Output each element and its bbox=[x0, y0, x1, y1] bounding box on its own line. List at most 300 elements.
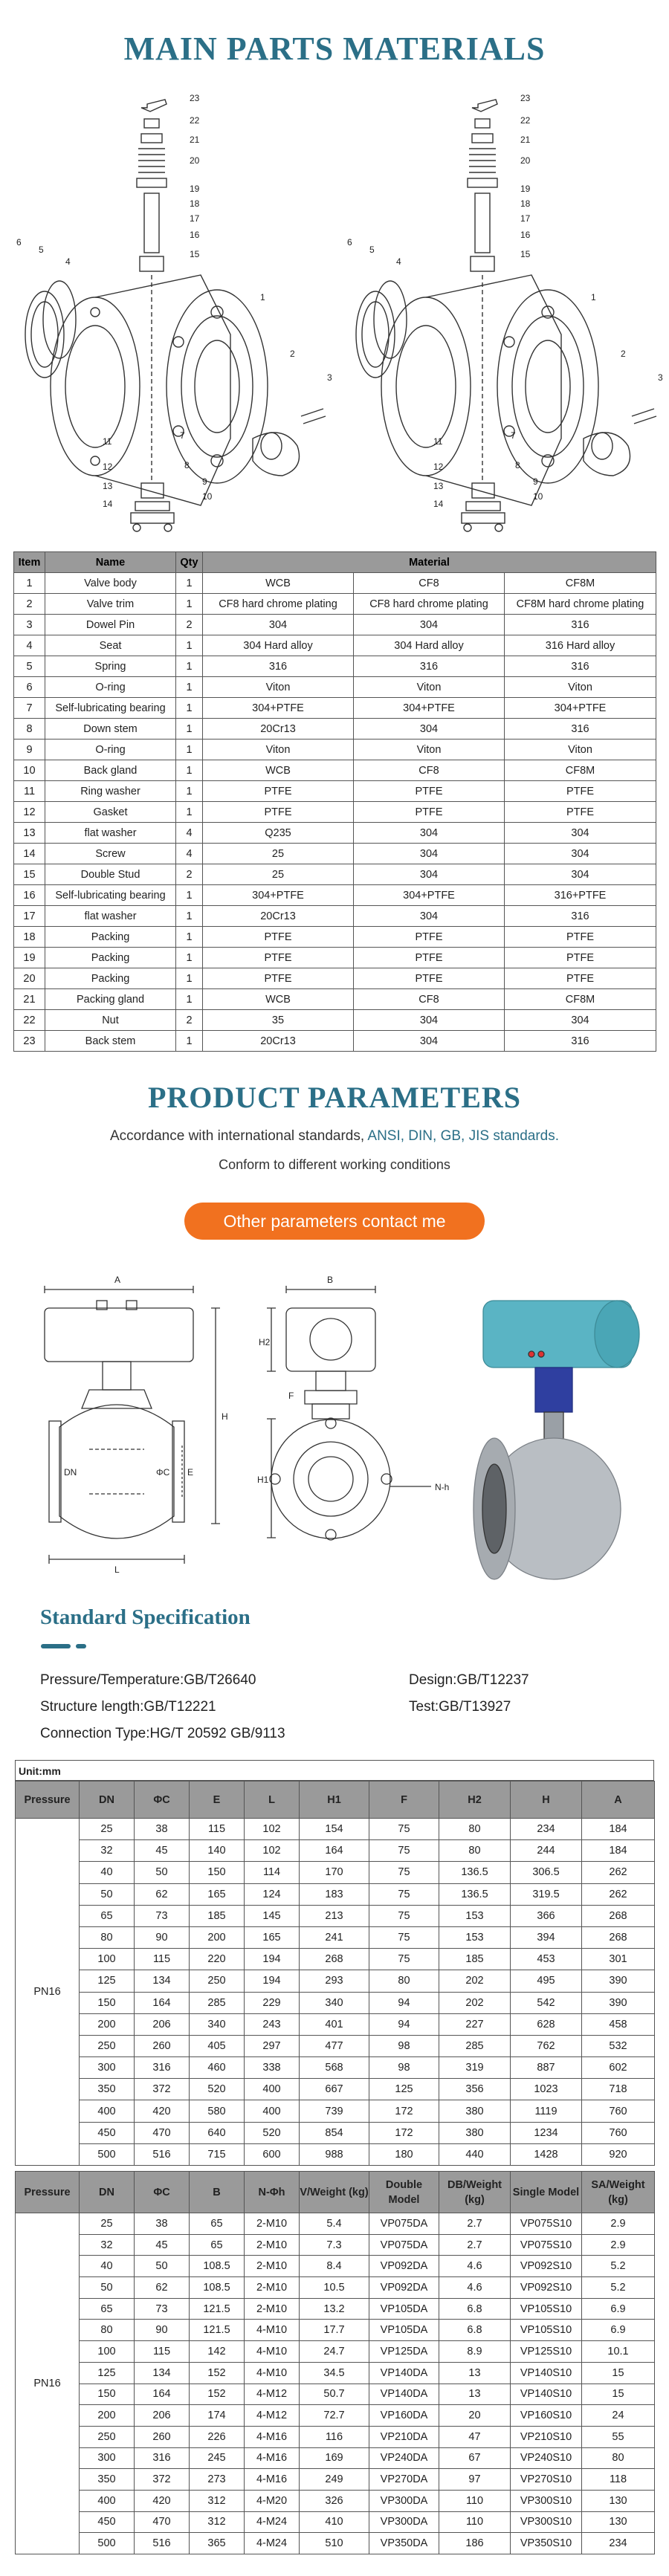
table-cell: WCB bbox=[203, 760, 354, 781]
table-cell: VP300S10 bbox=[511, 2511, 582, 2533]
table-cell: 174 bbox=[190, 2405, 245, 2427]
table-row bbox=[16, 1862, 655, 1883]
table-cell: 5.2 bbox=[582, 2256, 655, 2277]
standards-line bbox=[0, 1128, 669, 1145]
table-cell: 200 bbox=[190, 1926, 245, 1948]
table-cell: 241 bbox=[300, 1926, 369, 1948]
table-cell: 17 bbox=[14, 906, 45, 927]
table-cell: 75 bbox=[369, 1862, 439, 1883]
table-cell: 245 bbox=[190, 2447, 245, 2469]
table-cell: 234 bbox=[582, 2533, 655, 2554]
table-cell: 50 bbox=[135, 1862, 190, 1883]
table-cell: Gasket bbox=[45, 802, 176, 823]
table-cell: 9 bbox=[14, 740, 45, 760]
spec-design: Design:GB/T12237 bbox=[409, 1672, 529, 1688]
table-cell: 226 bbox=[190, 2426, 245, 2447]
table-cell: 316 bbox=[203, 656, 354, 677]
standards-highlight: ANSI, DIN, GB, JIS standards. bbox=[367, 1128, 560, 1144]
table-cell: 116 bbox=[300, 2426, 369, 2447]
table-cell: VP300DA bbox=[369, 2490, 439, 2511]
callout-6: 6 bbox=[16, 237, 22, 247]
table-cell: VP160DA bbox=[369, 2405, 439, 2427]
table-row bbox=[16, 2057, 655, 2079]
table-cell: 170 bbox=[300, 1862, 369, 1883]
table-row bbox=[14, 594, 656, 615]
table-cell: 145 bbox=[245, 1905, 300, 1926]
table-row bbox=[16, 2341, 655, 2363]
table-cell: 4 bbox=[176, 823, 203, 844]
table-cell: 108.5 bbox=[190, 2256, 245, 2277]
title-underline-dot bbox=[76, 1644, 86, 1648]
dim-label-oc: ΦC bbox=[156, 1467, 170, 1478]
table-row bbox=[16, 2426, 655, 2447]
table-cell: Viton bbox=[354, 740, 505, 760]
table-cell: VP300DA bbox=[369, 2511, 439, 2533]
table-cell: 401 bbox=[300, 2013, 369, 2035]
table-row bbox=[16, 1840, 655, 1862]
table-cell: 250 bbox=[190, 1970, 245, 1992]
table-cell: Packing bbox=[45, 927, 176, 948]
table-cell: 450 bbox=[80, 2511, 135, 2533]
table-cell: 164 bbox=[135, 1992, 190, 2013]
callout-15: 15 bbox=[190, 249, 200, 259]
table-cell: PTFE bbox=[203, 948, 354, 968]
table-cell: 75 bbox=[369, 1840, 439, 1862]
header-cell: DN bbox=[80, 1781, 135, 1819]
table-cell: PTFE bbox=[354, 802, 505, 823]
table-cell: 2.7 bbox=[439, 2213, 511, 2235]
table-cell: Double Stud bbox=[45, 864, 176, 885]
table-cell: WCB bbox=[203, 573, 354, 594]
callout-20: 20 bbox=[520, 155, 531, 166]
table-cell: 477 bbox=[300, 2035, 369, 2056]
callout-23: 23 bbox=[190, 93, 200, 103]
table-cell: 316 bbox=[505, 615, 656, 635]
table-cell: 20Cr13 bbox=[203, 906, 354, 927]
actuator-table bbox=[15, 2171, 655, 2554]
table-cell: 1 bbox=[176, 906, 203, 927]
table-cell: 390 bbox=[582, 1992, 655, 2013]
callout-3: 3 bbox=[327, 372, 332, 383]
standards-prefix: Accordance with international standards, bbox=[109, 1128, 368, 1144]
table-cell: PTFE bbox=[505, 968, 656, 989]
callout-22: 22 bbox=[520, 115, 531, 126]
table-cell: 98 bbox=[369, 2035, 439, 2056]
table-cell: 285 bbox=[190, 1992, 245, 2013]
product-parameters-title: PRODUCT PARAMETERS bbox=[147, 1081, 522, 1114]
table-cell: 602 bbox=[582, 2057, 655, 2079]
table-cell: VP075S10 bbox=[511, 2234, 582, 2256]
table-cell: CF8 bbox=[354, 760, 505, 781]
table-cell: 7.3 bbox=[300, 2234, 369, 2256]
table-cell: 194 bbox=[245, 1949, 300, 1970]
table-row bbox=[14, 719, 656, 740]
table-cell: 4-M12 bbox=[245, 2405, 300, 2427]
table-cell: 250 bbox=[80, 2426, 135, 2447]
callout-1: 1 bbox=[591, 292, 596, 302]
table-cell: 628 bbox=[511, 2013, 582, 2035]
callout-2: 2 bbox=[290, 349, 295, 359]
materials-table bbox=[13, 551, 656, 1052]
table-cell: 65 bbox=[80, 1905, 135, 1926]
table-cell: 5.2 bbox=[582, 2277, 655, 2299]
header-cell: H2 bbox=[439, 1781, 511, 1819]
table-cell: 10.1 bbox=[582, 2341, 655, 2363]
callout-19: 19 bbox=[520, 184, 531, 194]
dim-label-nh: N-h bbox=[435, 1482, 450, 1492]
callout-5: 5 bbox=[39, 245, 44, 255]
table-cell: 380 bbox=[439, 2122, 511, 2143]
table-cell: 400 bbox=[245, 2100, 300, 2122]
table-cell: CF8M bbox=[505, 760, 656, 781]
callout-18: 18 bbox=[190, 198, 200, 209]
table-cell: VP270S10 bbox=[511, 2469, 582, 2491]
table-cell: VP350DA bbox=[369, 2533, 439, 2554]
table-cell: PTFE bbox=[505, 927, 656, 948]
table-cell: 440 bbox=[439, 2143, 511, 2165]
table-cell: 6.9 bbox=[582, 2320, 655, 2341]
header-item: Item bbox=[14, 552, 45, 573]
table-cell: 169 bbox=[300, 2447, 369, 2469]
table-cell: 316 bbox=[135, 2447, 190, 2469]
callout-19: 19 bbox=[190, 184, 200, 194]
table-cell: 172 bbox=[369, 2122, 439, 2143]
table-cell: CF8 hard chrome plating bbox=[203, 594, 354, 615]
header-name: Name bbox=[45, 552, 176, 573]
table-cell: VP140DA bbox=[369, 2362, 439, 2384]
header-cell: DN bbox=[80, 2172, 135, 2213]
table-cell: 213 bbox=[300, 1905, 369, 1926]
table-cell: 304+PTFE bbox=[203, 885, 354, 906]
table-cell: 75 bbox=[369, 1926, 439, 1948]
table-cell: PTFE bbox=[354, 948, 505, 968]
table-cell: VP105S10 bbox=[511, 2298, 582, 2320]
table-cell: Viton bbox=[203, 740, 354, 760]
table-cell: 183 bbox=[300, 1883, 369, 1905]
table-cell: 453 bbox=[511, 1949, 582, 1970]
table-cell: 304 bbox=[505, 1010, 656, 1031]
table-cell: 115 bbox=[135, 1949, 190, 1970]
table-cell: 372 bbox=[135, 2079, 190, 2100]
table-cell: 22 bbox=[14, 1010, 45, 1031]
callout-9: 9 bbox=[533, 476, 538, 487]
table-cell: 1 bbox=[176, 802, 203, 823]
table-cell: 350 bbox=[80, 2079, 135, 2100]
callout-2: 2 bbox=[621, 349, 626, 359]
spec-connection-type: Connection Type:HG/T 20592 GB/9113 bbox=[40, 1726, 285, 1741]
table-cell: 394 bbox=[511, 1926, 582, 1948]
table-cell: 304 bbox=[354, 823, 505, 844]
table-cell: 8 bbox=[14, 719, 45, 740]
table-cell: 50.7 bbox=[300, 2384, 369, 2405]
table-cell: 40 bbox=[80, 2256, 135, 2277]
table-cell: 306.5 bbox=[511, 1862, 582, 1883]
table-cell: 326 bbox=[300, 2490, 369, 2511]
table-cell: 4-M24 bbox=[245, 2533, 300, 2554]
header-cell: Double Model bbox=[369, 2172, 439, 2213]
table-cell: 8.4 bbox=[300, 2256, 369, 2277]
table-row bbox=[16, 2511, 655, 2533]
table-cell: 8.9 bbox=[439, 2341, 511, 2363]
dim-label-dn: DN bbox=[64, 1467, 77, 1478]
table-row bbox=[14, 927, 656, 948]
table-cell: WCB bbox=[203, 989, 354, 1010]
table-cell: VP092S10 bbox=[511, 2277, 582, 2299]
table-cell: 268 bbox=[582, 1905, 655, 1926]
table-cell: VP092DA bbox=[369, 2277, 439, 2299]
table-cell: 4-M16 bbox=[245, 2469, 300, 2491]
callout-7: 7 bbox=[180, 430, 185, 441]
table-cell: 15 bbox=[582, 2384, 655, 2405]
table-row bbox=[16, 2234, 655, 2256]
table-cell: 25 bbox=[80, 2213, 135, 2235]
table-cell: Viton bbox=[505, 677, 656, 698]
table-cell: 542 bbox=[511, 1992, 582, 2013]
table-cell: 125 bbox=[369, 2079, 439, 2100]
table-cell: 50 bbox=[80, 2277, 135, 2299]
table-cell: 38 bbox=[135, 1819, 190, 1840]
table-cell: 316 bbox=[505, 719, 656, 740]
header-cell: N-Φh bbox=[245, 2172, 300, 2213]
table-cell: 1 bbox=[176, 989, 203, 1010]
header-cell: A bbox=[582, 1781, 655, 1819]
table-row bbox=[14, 615, 656, 635]
table-cell: 150 bbox=[80, 1992, 135, 2013]
table-cell: 304+PTFE bbox=[354, 885, 505, 906]
callout-14: 14 bbox=[103, 499, 113, 509]
table-cell: 1 bbox=[176, 677, 203, 698]
table-row bbox=[14, 656, 656, 677]
callout-13: 13 bbox=[103, 481, 113, 491]
table-cell: Viton bbox=[354, 677, 505, 698]
table-cell: 2 bbox=[176, 1010, 203, 1031]
table-cell: 50 bbox=[135, 2256, 190, 2277]
table-cell: 1 bbox=[176, 885, 203, 906]
table-cell: 458 bbox=[582, 2013, 655, 2035]
table-cell: 110 bbox=[439, 2511, 511, 2533]
table-cell: VP092S10 bbox=[511, 2256, 582, 2277]
materials-table-header bbox=[14, 552, 656, 573]
table-cell: 304+PTFE bbox=[354, 698, 505, 719]
table-cell: VP210DA bbox=[369, 2426, 439, 2447]
table-cell: 285 bbox=[439, 2035, 511, 2056]
table-cell: 38 bbox=[135, 2213, 190, 2235]
table-cell: 304 bbox=[505, 864, 656, 885]
table-cell: 293 bbox=[300, 1970, 369, 1992]
table-cell: 390 bbox=[582, 1970, 655, 1992]
table-cell: 460 bbox=[190, 2057, 245, 2079]
dim-label-a: A bbox=[114, 1275, 121, 1285]
table-cell: 136.5 bbox=[439, 1883, 511, 1905]
callout-1: 1 bbox=[260, 292, 265, 302]
header-cell: Pressure bbox=[16, 1781, 80, 1819]
table-cell: 142 bbox=[190, 2341, 245, 2363]
table-cell: 260 bbox=[135, 2426, 190, 2447]
table-row bbox=[16, 2079, 655, 2100]
table-cell: 854 bbox=[300, 2122, 369, 2143]
table-cell: VP075S10 bbox=[511, 2213, 582, 2235]
table-cell: 125 bbox=[80, 2362, 135, 2384]
table-cell: 47 bbox=[439, 2426, 511, 2447]
table-cell: 500 bbox=[80, 2533, 135, 2554]
callout-21: 21 bbox=[190, 135, 200, 145]
table-cell: 65 bbox=[80, 2298, 135, 2320]
table-cell: PTFE bbox=[505, 802, 656, 823]
table-cell: 5.4 bbox=[300, 2213, 369, 2235]
table-cell: 350 bbox=[80, 2469, 135, 2491]
table-row bbox=[16, 2143, 655, 2165]
table-cell: 100 bbox=[80, 2341, 135, 2363]
header-qty: Qty bbox=[176, 552, 203, 573]
table-cell: 80 bbox=[439, 1819, 511, 1840]
table-cell: 102 bbox=[245, 1840, 300, 1862]
table-cell: CF8 hard chrome plating bbox=[354, 594, 505, 615]
table-cell: VP140DA bbox=[369, 2384, 439, 2405]
table-cell: 67 bbox=[439, 2447, 511, 2469]
table-cell: 300 bbox=[80, 2057, 135, 2079]
table-cell: 304 bbox=[354, 719, 505, 740]
dimension-table bbox=[15, 1781, 655, 2166]
table-cell: 140 bbox=[190, 1840, 245, 1862]
table-cell: Viton bbox=[203, 677, 354, 698]
table-cell: 186 bbox=[439, 2533, 511, 2554]
table-cell: 580 bbox=[190, 2100, 245, 2122]
table-cell: 2 bbox=[176, 864, 203, 885]
table-cell: 124 bbox=[245, 1883, 300, 1905]
table-cell: 520 bbox=[245, 2122, 300, 2143]
table-cell: 640 bbox=[190, 2122, 245, 2143]
table-cell: 470 bbox=[135, 2122, 190, 2143]
table-row bbox=[16, 2256, 655, 2277]
table-cell: 420 bbox=[135, 2100, 190, 2122]
table-cell: 316 Hard alloy bbox=[505, 635, 656, 656]
callout-12: 12 bbox=[433, 462, 444, 472]
table-row bbox=[16, 2469, 655, 2491]
table-cell: 516 bbox=[135, 2143, 190, 2165]
pressure-cell: PN16 bbox=[16, 2213, 80, 2554]
table-cell: 32 bbox=[80, 1840, 135, 1862]
table-cell: 13 bbox=[439, 2362, 511, 2384]
header-cell: H bbox=[511, 1781, 582, 1819]
table-cell: 80 bbox=[582, 2447, 655, 2469]
header-cell: DB/Weight (kg) bbox=[439, 2172, 511, 2213]
table-cell: 75 bbox=[369, 1905, 439, 1926]
table-cell: VP140S10 bbox=[511, 2362, 582, 2384]
table-cell: 17.7 bbox=[300, 2320, 369, 2341]
table-header bbox=[16, 1781, 655, 1819]
table-cell: 304+PTFE bbox=[505, 698, 656, 719]
table-cell: 1 bbox=[176, 927, 203, 948]
table-cell: 185 bbox=[190, 1905, 245, 1926]
table-cell: 300 bbox=[80, 2447, 135, 2469]
table-cell: 154 bbox=[300, 1819, 369, 1840]
table-cell: 13 bbox=[439, 2384, 511, 2405]
callout-9: 9 bbox=[202, 476, 207, 487]
unit-label: Unit:mm bbox=[15, 1760, 654, 1781]
table-cell: 25 bbox=[203, 844, 354, 864]
table-cell: O-ring bbox=[45, 677, 176, 698]
table-cell: 510 bbox=[300, 2533, 369, 2554]
table-cell: 115 bbox=[190, 1819, 245, 1840]
table-row bbox=[16, 1819, 655, 1840]
table-row bbox=[14, 677, 656, 698]
table-cell: 2.7 bbox=[439, 2234, 511, 2256]
table-cell: 130 bbox=[582, 2511, 655, 2533]
table-row bbox=[16, 2384, 655, 2405]
table-cell: 268 bbox=[582, 1926, 655, 1948]
table-cell: flat washer bbox=[45, 823, 176, 844]
contact-me-button[interactable]: Other parameters contact me bbox=[184, 1203, 485, 1240]
dim-label-f: F bbox=[288, 1391, 294, 1401]
table-row bbox=[14, 740, 656, 760]
table-cell: 2 bbox=[14, 594, 45, 615]
table-cell: 172 bbox=[369, 2100, 439, 2122]
table-cell: VP240S10 bbox=[511, 2447, 582, 2469]
table-cell: 165 bbox=[245, 1926, 300, 1948]
table-cell: 4-M16 bbox=[245, 2426, 300, 2447]
table-cell: 180 bbox=[369, 2143, 439, 2165]
table-cell: 7 bbox=[14, 698, 45, 719]
table-cell: Packing bbox=[45, 968, 176, 989]
callout-21: 21 bbox=[520, 135, 531, 145]
table-cell: 90 bbox=[135, 2320, 190, 2341]
table-cell: 184 bbox=[582, 1840, 655, 1862]
callout-4: 4 bbox=[65, 256, 71, 267]
table-cell: Down stem bbox=[45, 719, 176, 740]
table-cell: 244 bbox=[511, 1840, 582, 1862]
table-cell: 4.6 bbox=[439, 2256, 511, 2277]
table-cell: 50 bbox=[80, 1883, 135, 1905]
table-cell: 2-M10 bbox=[245, 2277, 300, 2299]
table-cell: 600 bbox=[245, 2143, 300, 2165]
table-cell: 114 bbox=[245, 1862, 300, 1883]
header-cell: B bbox=[190, 2172, 245, 2213]
callout-11: 11 bbox=[433, 436, 443, 447]
table-cell: VP105DA bbox=[369, 2298, 439, 2320]
callout-3: 3 bbox=[658, 372, 663, 383]
table-cell: 400 bbox=[80, 2490, 135, 2511]
table-row bbox=[16, 2298, 655, 2320]
table-cell: 250 bbox=[80, 2035, 135, 2056]
table-row bbox=[16, 2122, 655, 2143]
callout-20: 20 bbox=[190, 155, 200, 166]
table-cell: 4 bbox=[14, 635, 45, 656]
table-cell: 6.8 bbox=[439, 2298, 511, 2320]
table-cell: 312 bbox=[190, 2511, 245, 2533]
table-cell: VP240DA bbox=[369, 2447, 439, 2469]
table-cell: 410 bbox=[300, 2511, 369, 2533]
table-cell: 20Cr13 bbox=[203, 1031, 354, 1052]
table-cell: 316 bbox=[135, 2057, 190, 2079]
table-cell: 134 bbox=[135, 1970, 190, 1992]
callout-11: 11 bbox=[103, 436, 112, 447]
table-cell: 45 bbox=[135, 1840, 190, 1862]
table-row bbox=[16, 2035, 655, 2056]
table-cell: 90 bbox=[135, 1926, 190, 1948]
table-cell: PTFE bbox=[203, 781, 354, 802]
table-cell: 18 bbox=[14, 927, 45, 948]
table-cell: 10.5 bbox=[300, 2277, 369, 2299]
table-cell: 2.9 bbox=[582, 2213, 655, 2235]
table-cell: 21 bbox=[14, 989, 45, 1010]
table-cell: 80 bbox=[80, 2320, 135, 2341]
callout-22: 22 bbox=[190, 115, 200, 126]
table-cell: 1234 bbox=[511, 2122, 582, 2143]
table-cell: 243 bbox=[245, 2013, 300, 2035]
table-row bbox=[14, 781, 656, 802]
table-cell: 110 bbox=[439, 2490, 511, 2511]
table-cell: 304+PTFE bbox=[203, 698, 354, 719]
